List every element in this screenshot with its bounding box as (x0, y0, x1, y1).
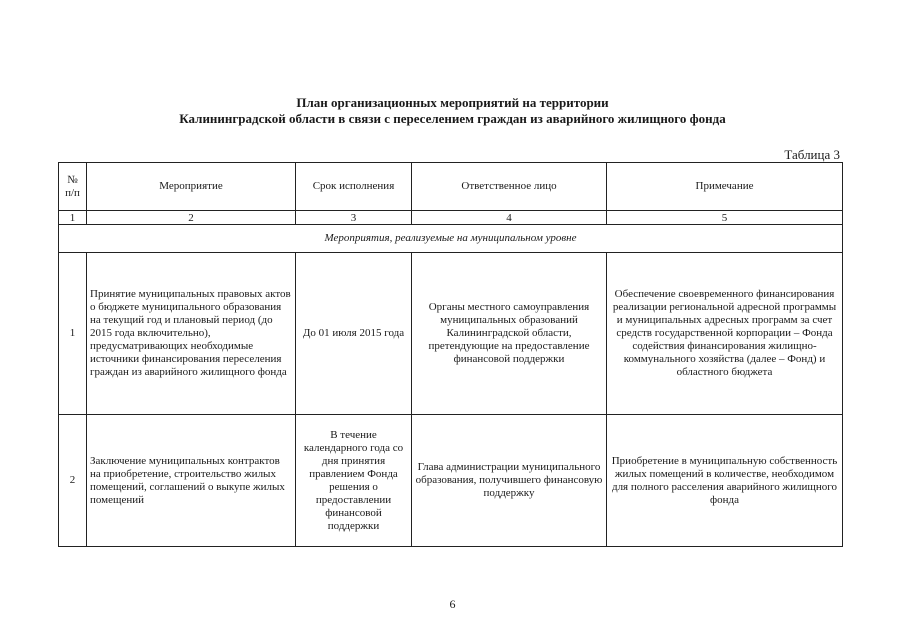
row-note: Обеспечение своевременного финансирования реализации региональной адресной программы и муниципальных адресных программ за счет средств государственной корпорации – Фонда содействия финансирования жилищно-коммунального хозяйства (далее – Фонд) и областного бюджета (607, 253, 843, 415)
header-note: Примечание (607, 163, 843, 211)
row-note: Приобретение в муниципальную собственность жилых помещений в количестве, необходимом для полного расселения аварийного жилищного фонда (607, 415, 843, 547)
header-number: № п/п (59, 163, 87, 211)
row-number: 1 (59, 253, 87, 415)
table-row (59, 415, 843, 547)
row-deadline: В течение календарного года со дня принятия правлением Фонда решения о предоставлении финансовой поддержки (296, 415, 412, 547)
row-measure: Принятие муниципальных правовых актов о бюджете муниципального образования на текущий год и плановый период (до 2015 года включительно), предусматривающих необходимые источники финансирования переселения граждан из аварийного жилищного фонда (87, 253, 296, 415)
section-title: Мероприятия, реализуемые на муниципальном уровне (59, 225, 843, 253)
page-number: 6 (449, 597, 456, 611)
header-measure: Мероприятие (87, 163, 296, 211)
section-row (59, 225, 843, 253)
row-responsible: Органы местного самоуправления муниципальных образований Калининградской области, претендующие на предоставление финансовой поддержки (412, 253, 607, 415)
header-deadline: Срок исполнения (296, 163, 412, 211)
column-number: 1 (59, 211, 87, 225)
column-number-row (59, 211, 843, 225)
row-number: 2 (59, 415, 87, 547)
document-title-line1: План организационных мероприятий на территории (296, 95, 609, 110)
table-label: Таблица 3 (784, 147, 840, 162)
column-number: 2 (87, 211, 296, 225)
table-row (59, 253, 843, 415)
row-responsible: Глава администрации муниципального образования, получившего финансовую поддержку (412, 415, 607, 547)
row-deadline: До 01 июля 2015 года (296, 253, 412, 415)
column-number: 5 (607, 211, 843, 225)
table-header-row (59, 163, 843, 211)
document-title-line2: Калининградской области в связи с переселением граждан из аварийного жилищного фонда (179, 111, 726, 126)
header-responsible: Ответственное лицо (412, 163, 607, 211)
row-measure: Заключение муниципальных контрактов на приобретение, строительство жилых помещений, соглашений о выкупе жилых помещений (87, 415, 296, 547)
plan-table (58, 162, 843, 547)
column-number: 4 (412, 211, 607, 225)
column-number: 3 (296, 211, 412, 225)
